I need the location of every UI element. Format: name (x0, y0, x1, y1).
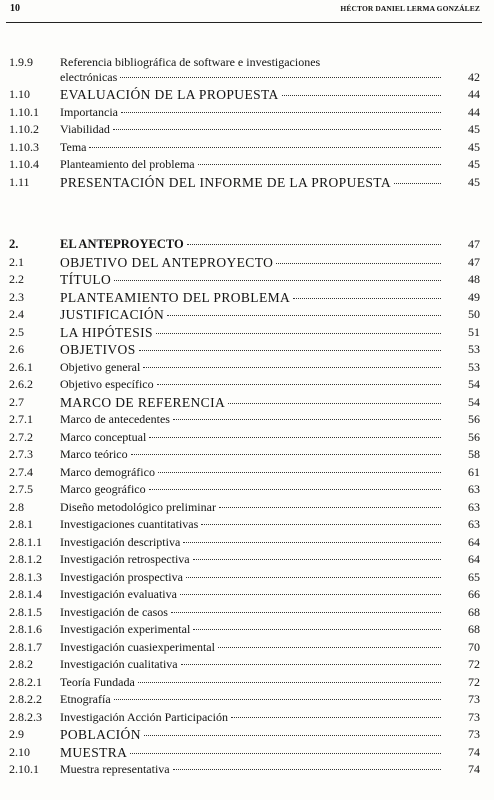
dot-leader (231, 717, 441, 718)
toc-entry (0, 341, 494, 358)
dot-leader (167, 315, 441, 316)
toc-entry (0, 86, 494, 103)
toc-entry (0, 359, 494, 376)
toc-entry-title: MUESTRA (60, 744, 128, 760)
toc-entry-page: 63 (468, 482, 480, 496)
toc-entry-title: Tema (60, 139, 87, 154)
toc-entry-page: 70 (468, 639, 480, 654)
dot-leader (114, 699, 441, 700)
toc-entry (0, 394, 494, 411)
toc-entry (0, 464, 494, 481)
toc-entry-title: Investigación cualitativa (60, 657, 178, 671)
toc-entry-page: 66 (468, 587, 480, 601)
toc-entry-number: 2.8.1.5 (9, 604, 42, 619)
toc-entry-page: 72 (468, 657, 480, 671)
toc-entry-number: 2.7.5 (9, 482, 33, 496)
toc-entry (0, 656, 494, 673)
toc-entry (0, 621, 494, 638)
toc-entry-number: 2.8.1.1 (9, 534, 42, 549)
page-number: 10 (10, 3, 20, 14)
toc-entry-number: 2.6.2 (9, 377, 33, 391)
running-head: HÉCTOR DANIEL LERMA GONZÁLEZ (340, 4, 480, 13)
toc-entry (0, 709, 494, 726)
toc-entry (0, 121, 494, 138)
toc-entry-number: 2.8.1.2 (9, 552, 42, 566)
toc-entry (0, 691, 494, 708)
toc-entry-number: 2.10 (9, 744, 30, 759)
dot-leader (218, 647, 441, 648)
toc-entry-page: 53 (468, 359, 480, 374)
toc-entry-page: 74 (468, 762, 480, 776)
toc-entry-page: 47 (468, 237, 480, 251)
dot-leader (183, 542, 441, 543)
toc-entry (0, 744, 494, 761)
dot-leader (228, 403, 441, 404)
toc-entry-title-continued: electrónicas (60, 70, 118, 84)
toc-entry-title: Investigación retrospectiva (60, 552, 190, 566)
toc-entry-page: 58 (468, 447, 480, 461)
dot-leader (180, 594, 441, 595)
dot-leader (158, 472, 441, 473)
toc-entry-page: 45 (468, 139, 480, 154)
toc-entry-number: 2.7 (9, 394, 24, 409)
toc-entry-page: 44 (468, 104, 480, 119)
toc-entry-page: 50 (468, 307, 480, 321)
toc-entry (0, 376, 494, 393)
toc-entry (0, 604, 494, 621)
toc-entry-title: Marco teórico (60, 447, 128, 461)
toc-entry-page: 63 (468, 499, 480, 514)
toc-entry-title: Investigaciones cuantitativas (60, 517, 199, 531)
toc-entry-page: 56 (468, 429, 480, 444)
toc-entry-number: 1.10.4 (9, 157, 39, 171)
toc-entry-title: LA HIPÓTESIS (60, 324, 153, 340)
toc-entry-title: EVALUACIÓN DE LA PROPUESTA (60, 87, 279, 102)
dot-leader (157, 384, 441, 385)
toc-entry-number: 2.7.3 (9, 447, 33, 461)
toc-entry (0, 139, 494, 156)
dot-leader (144, 735, 441, 736)
toc-entry (0, 324, 494, 341)
header-rule (6, 22, 482, 23)
dot-leader (113, 129, 441, 130)
toc-entry-title: Etnografía (60, 692, 111, 706)
toc-entry-number: 1.9.9 (9, 55, 33, 69)
dot-leader (186, 577, 441, 578)
toc-entry (0, 411, 494, 428)
toc-entry-page: 54 (468, 394, 480, 409)
dot-leader (282, 95, 441, 96)
toc-entry (0, 156, 494, 173)
toc-entry-number: 2.2 (9, 272, 24, 286)
toc-entry-title: Diseño metodológico preliminar (60, 499, 216, 514)
toc-entry-title: Planteamiento del problema (60, 157, 195, 171)
toc-entry-page: 73 (468, 727, 480, 741)
dot-leader (121, 112, 441, 113)
toc-entry-number: 1.10.3 (9, 139, 39, 154)
toc-entry-title: Investigación descriptiva (60, 534, 181, 549)
dot-leader (201, 524, 441, 525)
toc-entry (0, 569, 494, 586)
toc-entry-title: OBJETIVO DEL ANTEPROYECTO (60, 254, 274, 270)
toc-entry-number: 1.10.1 (9, 104, 39, 119)
toc-entry-title: PLANTEAMIENTO DEL PROBLEMA (60, 289, 291, 305)
toc-entry (0, 104, 494, 121)
toc-entry-page: 68 (468, 604, 480, 619)
toc-entry-page: 45 (468, 174, 480, 189)
dot-leader (89, 147, 441, 148)
toc-entry-page: 42 (468, 70, 480, 84)
dot-leader (394, 183, 441, 184)
toc-entry-title: Investigación evaluativa (60, 587, 177, 601)
toc-entry-page: 64 (468, 534, 480, 549)
toc-entry-title: Investigación de casos (60, 604, 168, 619)
toc-entry-page: 49 (468, 289, 480, 304)
toc-entry-title: Investigación experimental (60, 622, 191, 636)
toc-entry-title: MARCO DE REFERENCIA (60, 394, 226, 410)
toc-entry (0, 499, 494, 516)
dot-leader (293, 298, 441, 299)
toc-entry-title: EL ANTEPROYECTO (60, 237, 184, 251)
toc-entry-number: 2.7.4 (9, 464, 33, 479)
toc-entry-title: POBLACIÓN (60, 727, 141, 742)
toc-entry-number: 2.8.2 (9, 657, 33, 671)
toc-entry-number: 2. (9, 237, 19, 251)
toc-entry-title: Teoría Fundada (60, 674, 135, 689)
toc-entry-title: Importancia (60, 104, 118, 119)
dot-leader (130, 753, 441, 754)
dot-leader (173, 419, 441, 420)
toc-entry-title: PRESENTACIÓN DEL INFORME DE LA PROPUESTA (60, 174, 391, 190)
toc-entry-number: 2.1 (9, 254, 24, 269)
toc-entry-page: 48 (468, 272, 480, 286)
toc-entry-page: 44 (468, 87, 480, 101)
toc-entry-page: 68 (468, 622, 480, 636)
dot-leader (131, 454, 441, 455)
toc-entry-number: 2.8.1.6 (9, 622, 42, 636)
toc-entry-number: 2.7.1 (9, 412, 33, 426)
toc-entry-number: 2.7.2 (9, 429, 33, 444)
dot-leader (171, 612, 441, 613)
dot-leader (143, 367, 441, 368)
toc-entry-title: Muestra representativa (60, 762, 170, 776)
toc-entry-page: 73 (468, 709, 480, 724)
toc-entry-page: 61 (468, 464, 480, 479)
toc-entry (0, 236, 494, 253)
dot-leader (149, 489, 441, 490)
toc-entry-page: 65 (468, 569, 480, 584)
toc-entry-number: 2.8.1 (9, 517, 33, 531)
toc-entry-page: 51 (468, 324, 480, 339)
toc-entry-number: 2.3 (9, 289, 24, 304)
dot-leader (139, 350, 441, 351)
dot-leader (198, 164, 441, 165)
toc-entry-page: 47 (468, 254, 480, 269)
toc-entry (0, 429, 494, 446)
toc-entry-number: 2.4 (9, 307, 24, 321)
toc-entry-page: 64 (468, 552, 480, 566)
toc-entry-number: 2.6 (9, 342, 24, 356)
toc-entry-number: 2.9 (9, 727, 24, 741)
dot-leader (149, 437, 441, 438)
toc-entry-title: Investigación Acción Participación (60, 709, 228, 724)
toc-entry-title: Referencia bibliográfica de software e investigaciones (60, 55, 321, 69)
toc-entry (0, 446, 494, 463)
toc-entry-title: Marco demográfico (60, 464, 155, 479)
toc-entry-page: 74 (468, 744, 480, 759)
toc-entry-title: Viabilidad (60, 122, 110, 136)
toc-entry-page: 45 (468, 122, 480, 136)
dot-leader (181, 664, 441, 665)
toc-entry-title: JUSTIFICACIÓN (60, 307, 165, 322)
toc-entry (0, 674, 494, 691)
toc-entry (0, 254, 494, 271)
toc-entry-title: Objetivo específico (60, 377, 154, 391)
toc-entry-title: TÍTULO (60, 272, 112, 287)
toc-entry-page: 45 (468, 157, 480, 171)
toc-entry (0, 289, 494, 306)
toc-entry-page: 72 (468, 674, 480, 689)
toc-entry-title: Objetivo general (60, 359, 141, 374)
toc-entry-number: 1.10.2 (9, 122, 39, 136)
dot-leader (187, 244, 441, 245)
toc-entry-number: 2.6.1 (9, 359, 33, 374)
toc-entry-number: 2.8.2.3 (9, 709, 42, 724)
toc-entry-page: 63 (468, 517, 480, 531)
dot-leader (193, 629, 441, 630)
toc-entry-number: 2.8.2.2 (9, 692, 42, 706)
toc-entry (0, 174, 494, 191)
dot-leader (138, 682, 441, 683)
toc-entry-number: 2.8.1.4 (9, 587, 42, 601)
toc-entry (0, 551, 494, 568)
toc-entry (0, 306, 494, 323)
toc-entry-number: 2.8.2.1 (9, 674, 42, 689)
toc-entry-number: 2.8.1.3 (9, 569, 42, 584)
toc-entry-title: Investigación cuasiexperimental (60, 639, 215, 654)
toc-entry (0, 639, 494, 656)
toc-entry-title: OBJETIVOS (60, 342, 136, 357)
toc-entry (0, 481, 494, 498)
toc-entry-page: 53 (468, 342, 480, 356)
dot-leader (173, 769, 441, 770)
toc-entry-title: Marco geográfico (60, 482, 146, 496)
dot-leader (120, 77, 441, 78)
toc-entry (0, 586, 494, 603)
toc-entry-number: 2.8.1.7 (9, 639, 42, 654)
toc-entry-number: 2.8 (9, 499, 24, 514)
toc-entry-number: 1.10 (9, 87, 30, 101)
toc-entry (0, 54, 494, 84)
dot-leader (193, 559, 441, 560)
dot-leader (156, 333, 441, 334)
toc-entry-page: 54 (468, 377, 480, 391)
toc-entry-number: 1.11 (9, 174, 30, 189)
page-header (0, 0, 494, 26)
toc-entry (0, 534, 494, 551)
toc-entry-number: 2.10.1 (9, 762, 39, 776)
toc-entry-number: 2.5 (9, 324, 24, 339)
toc-entry-title: Marco conceptual (60, 429, 147, 444)
dot-leader (114, 280, 441, 281)
dot-leader (219, 507, 441, 508)
toc-entry (0, 761, 494, 778)
toc-entry-title: Marco de antecedentes (60, 412, 170, 426)
toc-entry-page: 56 (468, 412, 480, 426)
toc-entry-title: Investigación prospectiva (60, 569, 183, 584)
toc-entry (0, 516, 494, 533)
toc-entry (0, 271, 494, 288)
toc-entry-page: 73 (468, 692, 480, 706)
dot-leader (276, 263, 441, 264)
toc-entry (0, 726, 494, 743)
